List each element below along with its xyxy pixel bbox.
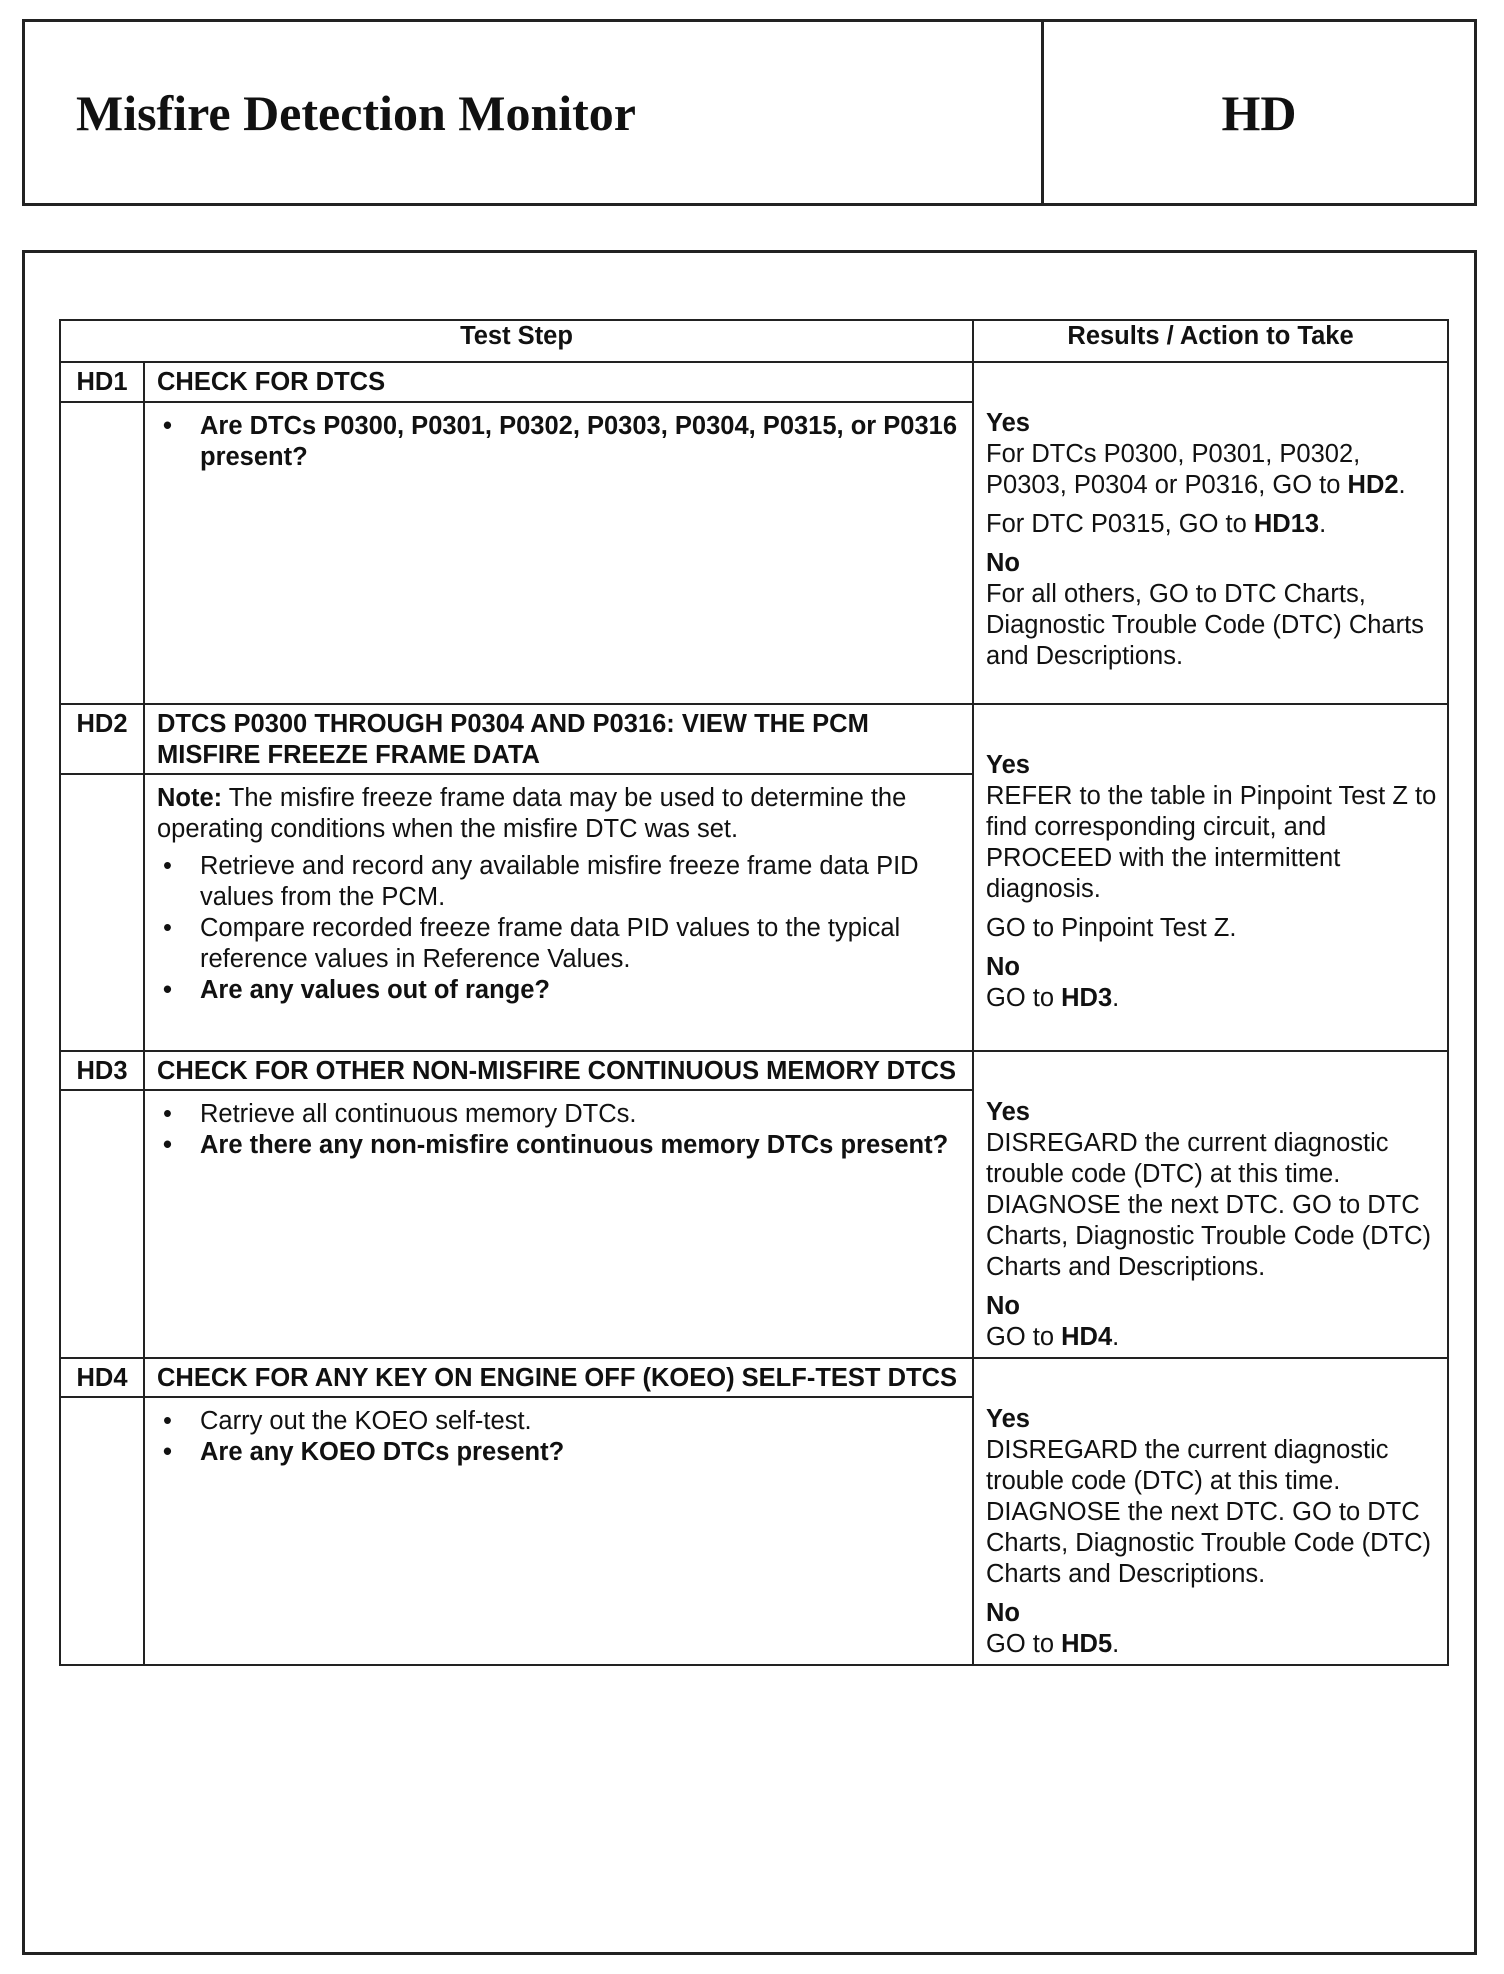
no-label: No — [986, 1599, 1021, 1627]
yes-text: DISREGARD the current diagnostic trouble code (DTC) at this time. DIAGNOSE the next DTC. GO to DTC Charts, Diagnostic Trouble Code (DTC) Charts and Descriptions. — [986, 1436, 1432, 1588]
step-id: HD4 — [60, 1358, 144, 1397]
step-results — [973, 1051, 1448, 1358]
step-reference: HD2 — [1347, 471, 1399, 499]
yes-text: DISREGARD the current diagnostic trouble code (DTC) at this time. DIAGNOSE the next DTC. GO to DTC Charts, Diagnostic Trouble Code (DTC) Charts and Descriptions. — [986, 1129, 1432, 1281]
note: Note: The misfire freeze frame data may be used to determine the operating conditions when the misfire DTC was set. — [157, 784, 907, 843]
list-item: • Retrieve and record any available misfire freeze frame data PID values from the PCM. — [157, 851, 960, 913]
yes-label: Yes — [986, 1405, 1030, 1433]
step-reference: HD4 — [1061, 1323, 1113, 1351]
table-header-row — [60, 320, 1448, 362]
step-results — [973, 1358, 1448, 1665]
no-text: GO to HD5. — [986, 1630, 1120, 1658]
step-title: DTCS P0300 THROUGH P0304 AND P0316: VIEW THE PCM MISFIRE FREEZE FRAME DATA — [144, 704, 973, 774]
step-title: CHECK FOR OTHER NON-MISFIRE CONTINUOUS MEMORY DTCS — [144, 1051, 973, 1090]
step-reference: HD3 — [1061, 984, 1113, 1012]
yes-label: Yes — [986, 1098, 1030, 1126]
list-item: • Retrieve all continuous memory DTCs. — [157, 1099, 960, 1130]
page-header — [22, 19, 1477, 206]
list-item: • Carry out the KOEO self-test. — [157, 1406, 960, 1437]
step-id: HD1 — [60, 362, 144, 402]
list-item: • Are any values out of range? — [157, 975, 960, 1006]
step-body — [144, 774, 973, 1051]
content-frame — [22, 250, 1477, 1955]
step-body — [144, 402, 973, 704]
test-step-table — [59, 319, 1449, 1666]
step-results — [973, 362, 1448, 704]
list-item: • Are DTCs P0300, P0301, P0302, P0303, P0304, P0315, or P0316 present? — [157, 411, 960, 473]
step-title: CHECK FOR DTCS — [144, 362, 973, 402]
no-text: For all others, GO to DTC Charts, Diagnostic Trouble Code (DTC) Charts and Descriptions. — [986, 580, 1424, 670]
step-title: CHECK FOR ANY KEY ON ENGINE OFF (KOEO) SELF-TEST DTCS — [144, 1358, 973, 1397]
column-header-test-step: Test Step — [60, 320, 973, 362]
no-label: No — [986, 549, 1021, 577]
page-title: Misfire Detection Monitor — [25, 22, 1044, 203]
step-reference: HD5 — [1061, 1630, 1113, 1658]
no-label: No — [986, 1292, 1021, 1320]
yes-text: For DTCs P0300, P0301, P0302, P0303, P0304 or P0316, GO to HD2. — [986, 440, 1406, 499]
list-item: • Compare recorded freeze frame data PID values to the typical reference values in Reference Values. — [157, 913, 960, 975]
step-reference: HD13 — [1253, 510, 1320, 538]
step-hd2-title-row — [60, 704, 1448, 774]
column-header-results: Results / Action to Take — [973, 320, 1448, 362]
list-item: • Are there any non-misfire continuous memory DTCs present? — [157, 1130, 960, 1161]
yes-text: REFER to the table in Pinpoint Test Z to find corresponding circuit, and PROCEED with the intermittent diagnosis. — [986, 782, 1437, 903]
step-hd4-title-row — [60, 1358, 1448, 1397]
step-results — [973, 704, 1448, 1051]
yes-text-2: GO to Pinpoint Test Z. — [986, 914, 1237, 942]
section-code: HD — [1221, 84, 1297, 141]
step-body — [144, 1397, 973, 1665]
no-text: GO to HD3. — [986, 984, 1120, 1012]
step-hd1-title-row — [60, 362, 1448, 402]
yes-label: Yes — [986, 751, 1030, 779]
step-hd3-title-row — [60, 1051, 1448, 1090]
list-item: • Are any KOEO DTCs present? — [157, 1437, 960, 1468]
step-body — [144, 1090, 973, 1358]
yes-label: Yes — [986, 409, 1030, 437]
yes-text-2: For DTC P0315, GO to HD13. — [986, 510, 1327, 538]
no-label: No — [986, 953, 1021, 981]
no-text: GO to HD4. — [986, 1323, 1120, 1351]
step-id: HD2 — [60, 704, 144, 774]
step-id: HD3 — [60, 1051, 144, 1090]
